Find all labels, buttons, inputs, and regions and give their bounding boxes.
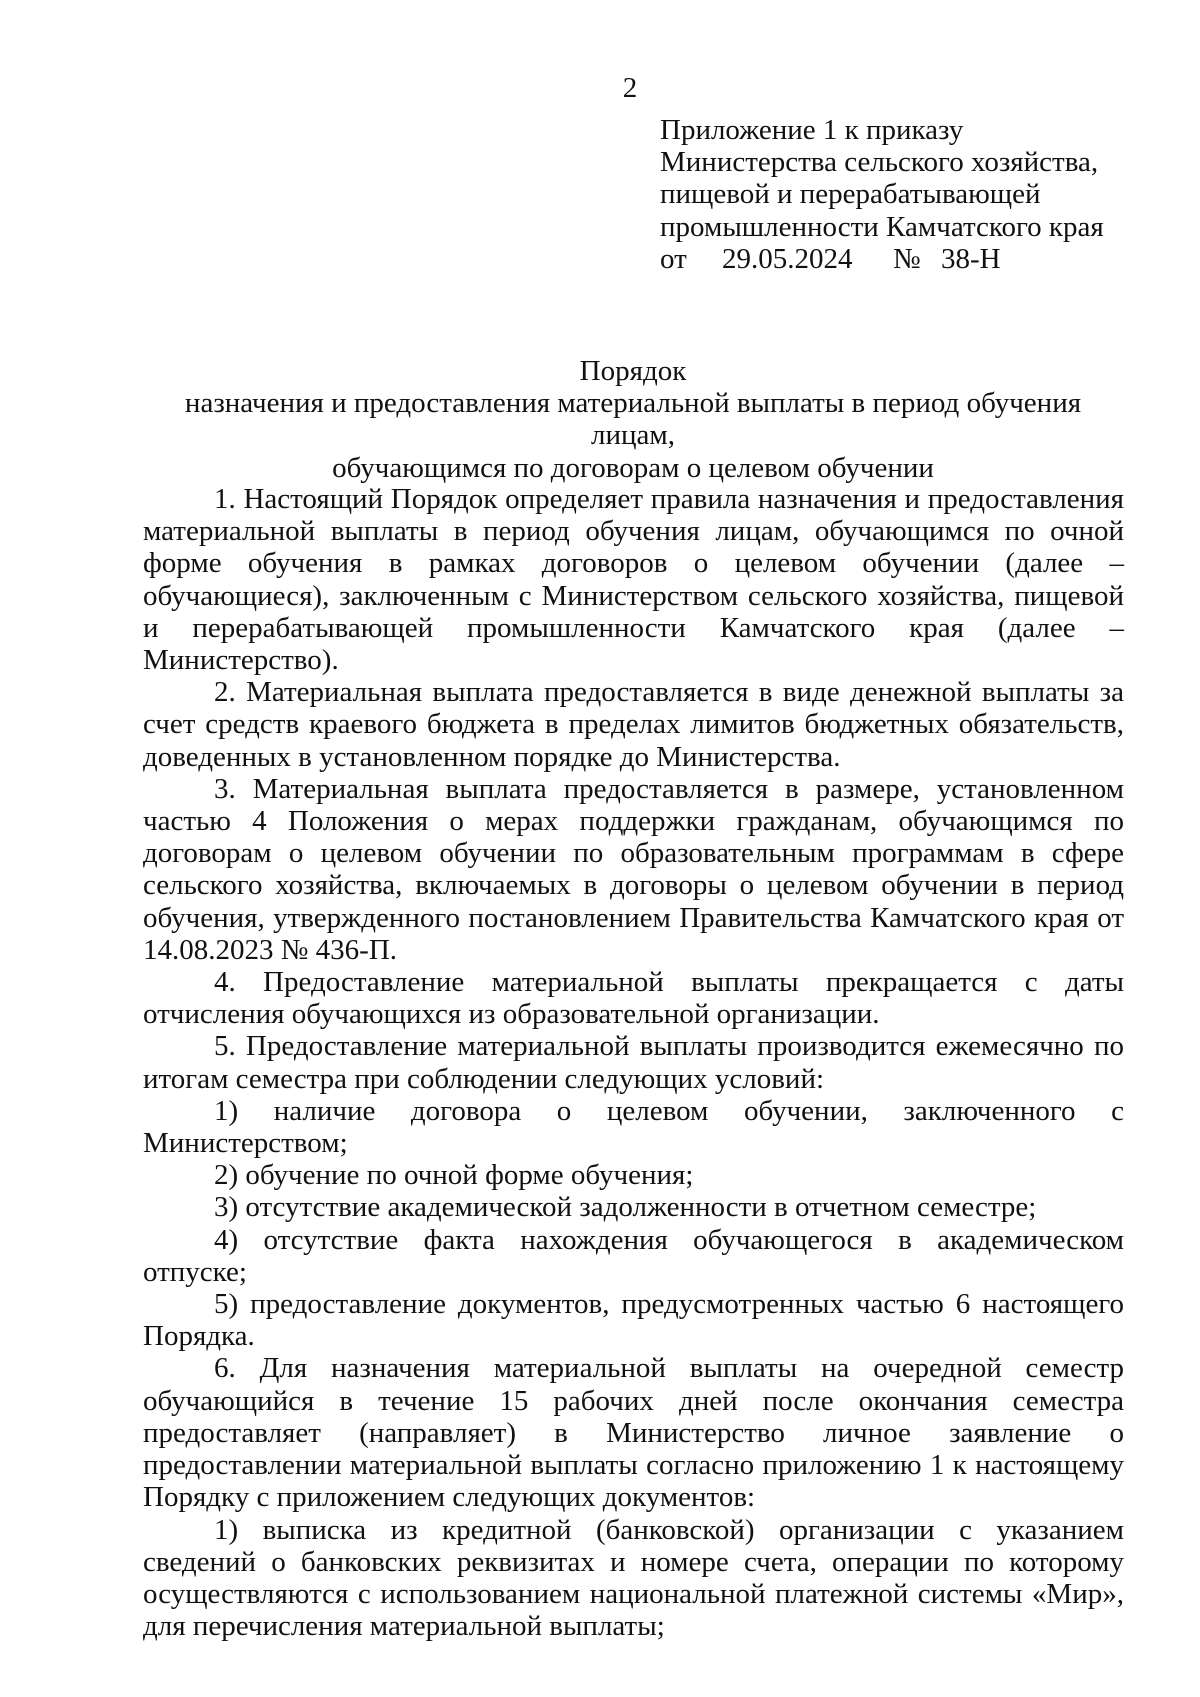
paragraph: 5. Предоставление материальной выплаты производится ежемесячно по итогам семестра при соблюдении следующих условий: xyxy=(143,1030,1124,1095)
annex-line: Министерства сельского хозяйства, xyxy=(660,146,1099,179)
list-item: 1) наличие договора о целевом обучении, заключенного с Министерством; xyxy=(143,1094,1124,1160)
paragraph: 6. Для назначения материальной выплаты на очередной семестр обучающийся в течение 15 рабочих дней после окончания семестра предоставляет (направляет) в Министерство личное заявление о предоставлении материальной выплаты согласно приложению 1 к настоящему Порядку с приложением следующих документов: xyxy=(143,1352,1124,1514)
title-subtitle-line: назначения и предоставления материальной выплаты в период обучения лицам, xyxy=(184,387,1082,452)
order-date-prefix: от xyxy=(660,242,687,275)
order-date: 29.05.2024 xyxy=(722,242,853,275)
list-item: 1) выписка из кредитной (банковской) организации с указанием сведений о банковских реквизитах и номере счета, операции по которому осуществляются с использованием национальной платежной системы «Мир», для перечисления материальной выплаты; xyxy=(143,1513,1124,1643)
annex-line: промышленности Камчатского края xyxy=(660,210,1104,243)
paragraph: 1. Настоящий Порядок определяет правила назначения и предоставления материальной выплаты в период обучения лицам, обучающимся по очной форме обучения в рамках договоров о целевом обучении (далее – обучающиеся), заключенным с Министерством сельского хозяйства, пищевой и перерабатывающей промышленности Камчатского края (далее – Министерство). xyxy=(143,483,1124,677)
title-heading: Порядок xyxy=(579,355,687,387)
list-item: 5) предоставление документов, предусмотренных частью 6 настоящего Порядка. xyxy=(143,1288,1124,1353)
annex-line: Приложение 1 к приказу xyxy=(660,114,964,146)
document-body xyxy=(143,483,1124,1642)
document-title xyxy=(143,355,1123,484)
annex-line: пищевой и перерабатывающей xyxy=(660,178,1041,211)
list-item: 2) обучение по очной форме обучения; xyxy=(214,1159,694,1192)
paragraph: 3. Материальная выплата предоставляется в размере, установленном частью 4 Положения о мерах поддержки гражданам, обучающимся по договорам о целевом обучении по образовательным программам в сфере сельского хозяйства, включаемых в договоры о целевом обучении в период обучения, утвержденного постановлением Правительства Камчатского края от 14.08.2023 № 436-П. xyxy=(143,772,1124,966)
paragraph: 2. Материальная выплата предоставляется в виде денежной выплаты за счет средств краевого бюджета в пределах лимитов бюджетных обязательств, доведенных в установленном порядке до Министерства. xyxy=(143,676,1124,773)
paragraph: 4. Предоставление материальной выплаты прекращается с даты отчисления обучающихся из образовательной организации. xyxy=(143,966,1124,1031)
annex-order-reference xyxy=(660,243,1160,275)
list-item: 4) отсутствие факта нахождения обучающегося в академическом отпуске; xyxy=(143,1223,1124,1288)
list-item: 3) отсутствие академической задолженности в отчетном семестре; xyxy=(214,1191,1037,1224)
order-number-sign: № xyxy=(893,242,921,275)
annex-header xyxy=(660,114,1160,275)
order-number: 38-Н xyxy=(941,242,1001,275)
page-number: 2 xyxy=(622,72,638,104)
title-subtitle-line: обучающимся по договорам о целевом обучении xyxy=(332,451,934,484)
